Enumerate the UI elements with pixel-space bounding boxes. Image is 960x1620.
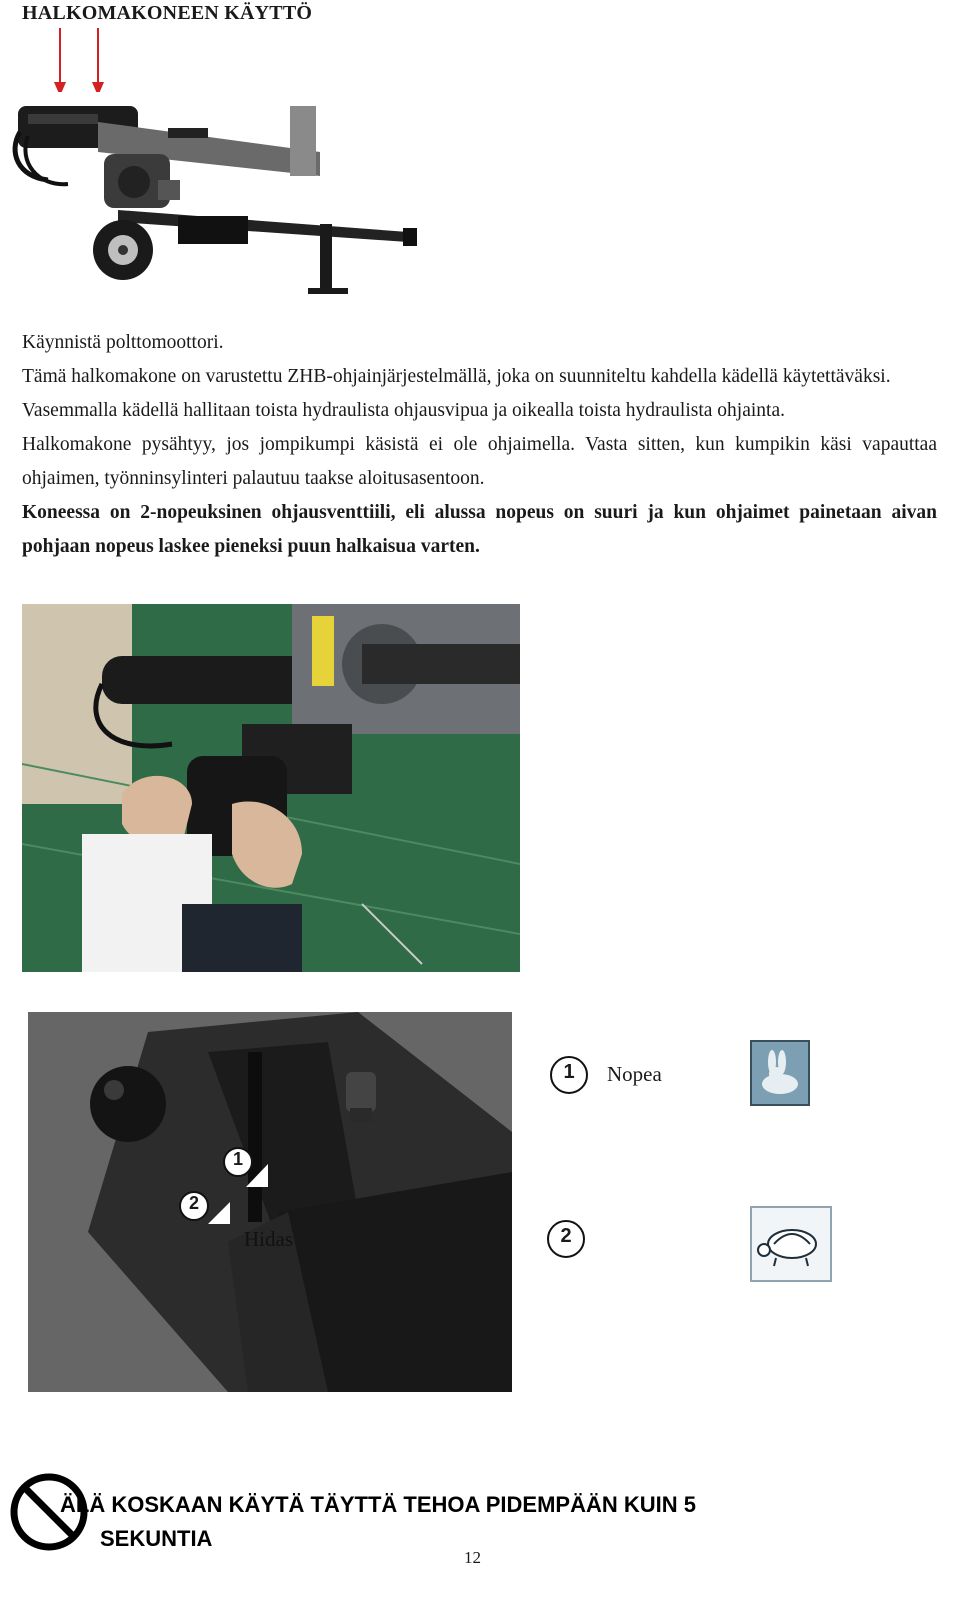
paragraph-left-right-hand: Vasemmalla kädellä hallitaan toista hydraulista ohjausvipua ja oikealla toista hydraulista ohjainta. <box>22 400 785 421</box>
label-fast: Nopea <box>607 1062 662 1086</box>
lever-marker-2-label: 2 <box>188 1193 199 1213</box>
photo-hands-on-controls <box>22 604 520 972</box>
log-splitter-illustration <box>8 92 418 310</box>
paragraph-stop-behaviour: Halkomakone pysähtyy, jos jompikumpi käsistä ei ole ohjaimella. Vasta sitten, kun kumpikin käsi vapauttaa ohjaimen, työnninsylinteri palautuu taakse aloitusasentoon. <box>22 434 937 489</box>
paragraph-zhb-system: Tämä halkomakone on varustettu ZHB-ohjainjärjestelmällä, joka on suunniteltu kahdella kädellä käytettäväksi. <box>22 366 891 387</box>
page-heading: HALKOMAKONEEN KÄYTTÖ <box>22 2 313 24</box>
rabbit-icon <box>750 1040 810 1106</box>
photo-speed-lever <box>28 1012 512 1392</box>
turtle-icon <box>750 1206 832 1282</box>
page-number: 12 <box>464 1548 481 1567</box>
lever-marker-1-label: 1 <box>232 1149 243 1169</box>
paragraph-start-engine: Käynnistä polttomoottori. <box>22 332 224 353</box>
indicator-arrows <box>40 24 120 100</box>
label-slow: Hidas <box>244 1227 293 1251</box>
paragraph-two-speed-valve: Koneessa on 2-nopeuksinen ohjausventtiili, eli alussa nopeus on suuri ja kun ohjaimet painetaan aivan pohjaan nopeus laskee pieneksi puun halkaisua varten. <box>22 502 937 557</box>
legend-marker-2-label: 2 <box>560 1225 572 1247</box>
legend-marker-1-label: 1 <box>563 1061 575 1083</box>
warning-line-1: ÄLÄ KOSKAAN KÄYTÄ TÄYTTÄ TEHOA PIDEMPÄÄN KUIN 5 <box>60 1492 696 1517</box>
red-arrow-right <box>92 28 104 96</box>
red-arrow-left <box>54 28 66 96</box>
warning-line-2: SEKUNTIA <box>100 1526 213 1551</box>
instructions-text <box>22 326 937 564</box>
warning-text <box>60 1488 930 1556</box>
